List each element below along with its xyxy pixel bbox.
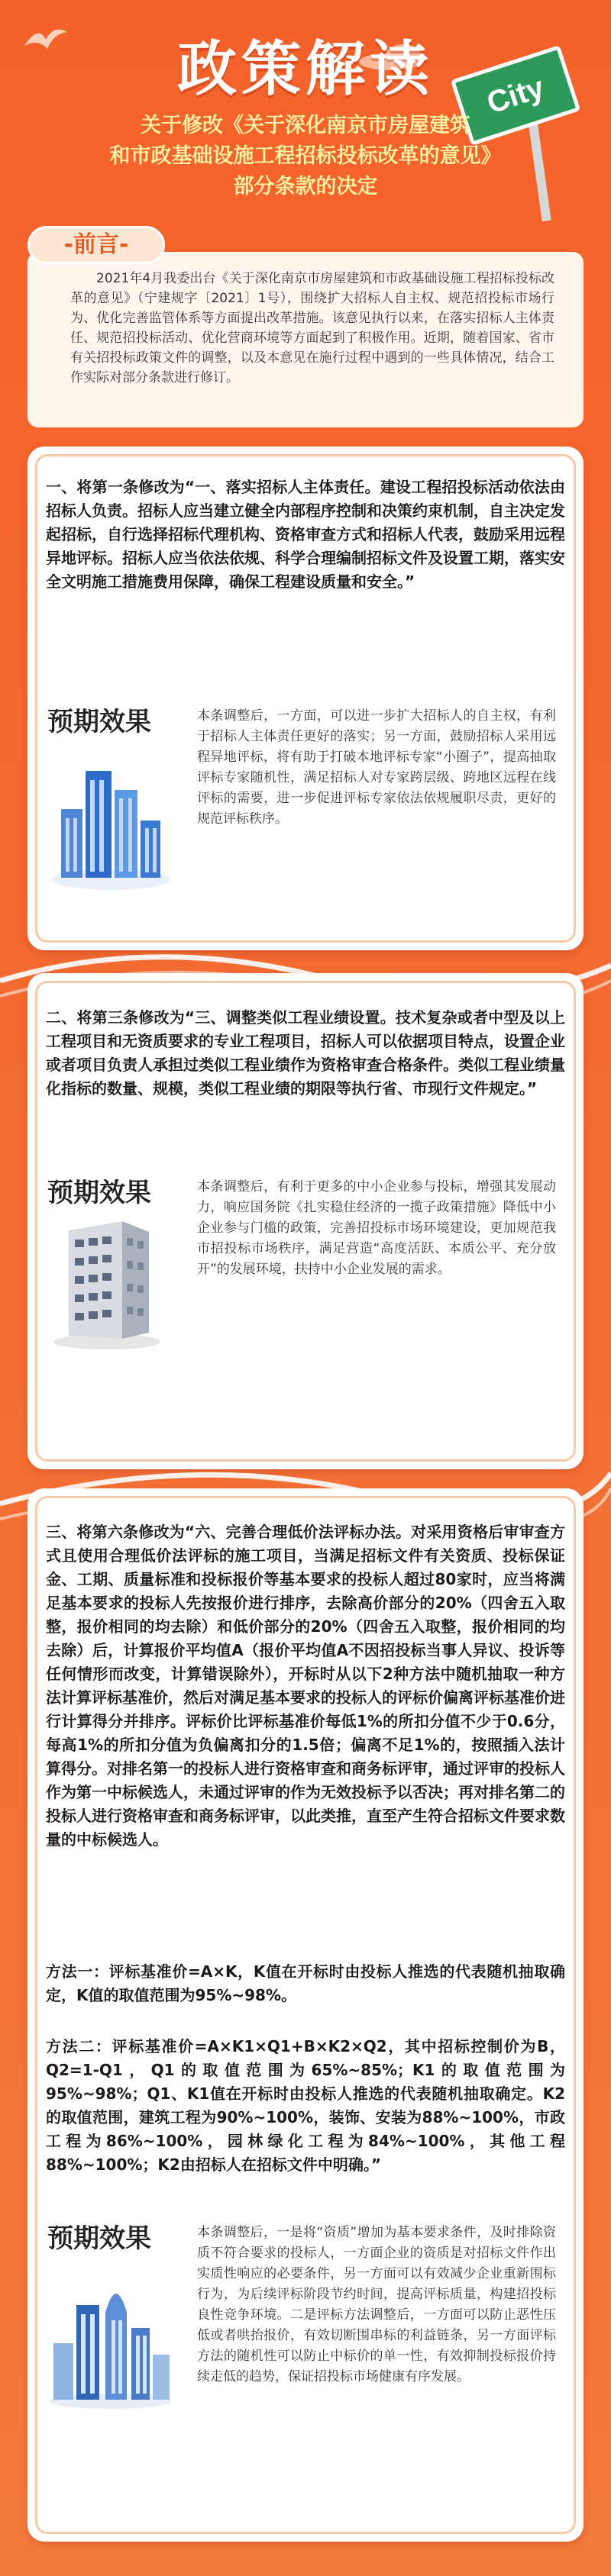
effect-tag-2: 预期效果 [47,1178,151,1208]
page-title: 政策解读 [176,34,434,104]
effect-text-2: 本条调整后，有利于更多的中小企业参与投标，增强其发展动力，响应国务院《扎实稳住经济的一揽子政策措施》降低中小企业参与门槛的政策，完善招投标市场环境建设，更加规范我市招投标市场秩序，满足营造“高度活跃、本质公平、充分放开”的发展环境，扶持中小企业发展的需求。 [197,1179,556,1277]
amendment-text-3: 三、将第六条修改为“六、完善合理低价法评标办法。对采用资格后审审查方式且使用合理低价法评标的施工项目，当满足招标文件有关资质、投标保证金、工期、质量标准和投标报价等基本要求的投标人超过80家时，应当将满足基本要求的投标人先按报价进行排序，去除高价部分的20%（四舍五入取整，报价相同的均去除）和低价部分的20%（四舍五入取整，报价相同的均去除）后，计算报价平均值A（报价平均值A不因招投标当事人异议、投诉等任何情形而改变，计算错误除外），开标时从以下2种方法中随机抽取一种方法计算评标基准价，然后对满足基本要求的投标人的评标价偏离评标基准价进行计算得分并排序。评标价比评标基准价每低1%的所扣分值不少于0.6分，每高1%的所扣分值为负偏离扣分的1.5倍；偏离不足1%的，按照插入法计算得分。对排名第一的投标人进行资格审查和商务标评审，通过评审的投标人作为第一中标候选人，未通过评审的作为无效投标予以否决；再对排名第二的投标人进行资格审查和商务标评审，以此类推，直至产生符合招标文件要求数量的中标候选人。 [46,1523,565,1849]
amendment-text-2: 二、将第三条修改为“三、调整类似工程业绩设置。技术复杂或者中型及以上工程项目和无资质要求的专业工程项目，招标人可以依据项目特点，设置企业或者项目负责人承担过类似工程业绩作为资格审查合格条件。类似工程业绩量化指标的数量、规模，类似工程业绩的期限等执行省、市现行文件规定。” [46,1008,565,1098]
hero-banner [0,0,611,252]
amendment-text-1: 一、将第一条修改为“一、落实招标人主体责任。建设工程招投标活动依法由招标人负责。招标人应当建立健全内部程序控制和决策约束机制，自主决定发起招标，自行选择招标代理机构、资格审查方式和招标人代表，鼓励采用远程异地评标。招标人应当依法依规、科学合理编制招标文件及设置工期，落实安全文明施工措施费用保障，确保工程建设质量和安全。” [46,478,565,591]
city-skyline-icon [46,2259,176,2412]
preface-text: 2021年4月我委出台《关于深化南京市房屋建筑和市政基础设施工程招标投标改革的意见》（宁建规字〔2021〕1号），围绕扩大招标人自主权、规范招投标市场行为、优化完善监管体系等方面提出改革措施。该意见执行以来，在落实招标人主体责任、规范招投标活动、优化营商环境等方面起到了积极作用。近期，随着国家、省市有关招投标政策文件的调整，以及本意见在施行过程中遇到的一些具体情况，结合工作实际对部分条款进行修订。 [70,271,554,385]
page-subtitle [31,111,580,202]
preface-box [27,252,584,427]
method-2-text: 方法二：评标基准价=A×K1×Q1+B×K2×Q2，其中招标控制价为B，Q2=1-Q1，Q1的取值范围为65%~85%；K1的取值范围为95%~98%；Q1、K1值在开标时由投标人推选的代表随机抽取确定。K2的取值范围，建筑工程为90%~100%，装饰、安装为88%~100%，市政工程为86%~100%，园林绿化工程为84%~100%，其他工程88%~100%；K2由招标人在招标文件中明确。” [46,2037,565,2174]
preface-tag: -前言- [27,226,165,264]
effect-tag-3: 预期效果 [47,2223,151,2254]
subtitle-line: 部分条款的决定 [233,175,378,198]
effect-text-3: 本条调整后，一是将“资质”增加为基本要求条件，及时排除资质不符合要求的投标人，一方面企业的资质是对招标文件作出实质性响应的必要条件，另一方面可以有效减少企业重新围标行为，为后续评标阶段节约时间，提高评标质量，构建招投标良性竞争环境。二是评标方法调整后，一方面可以防止恶性压低或者哄抬报价，有效切断围串标的利益链条，另一方面评标方法的随机性可以防止中标价的单一性，有效抑制投标报价持续走低的趋势，保证招投标市场健康有序发展。 [197,2225,556,2384]
office-building-icon [46,1207,168,1352]
effect-text-1: 本条调整后，一方面，可以进一步扩大招标人的自主权，有利于招标人主体责任更好的落实；另一方面，鼓励招标人采用远程异地评标，将有助于打破本地评标专家“小圈子”，提高抽取评标专家随机性，满足招标人对专家跨层级、跨地区远程在线评标的需要，进一步促进评标专家依法依规履职尽责，更好的规范评标秩序。 [197,708,556,827]
city-sign-icon: City [451,45,580,146]
skyscraper-icon [46,748,176,893]
subtitle-line: 关于修改《关于深化南京市房屋建筑 [141,114,470,137]
subtitle-line: 和市政基础设施工程招标投标改革的意见》 [109,144,502,168]
method-1-text: 方法一：评标基准价=A×K，K值在开标时由投标人推选的代表随机抽取确定，K值的取值范围为95%~98%。 [46,1962,565,2004]
effect-tag-1: 预期效果 [47,707,151,737]
